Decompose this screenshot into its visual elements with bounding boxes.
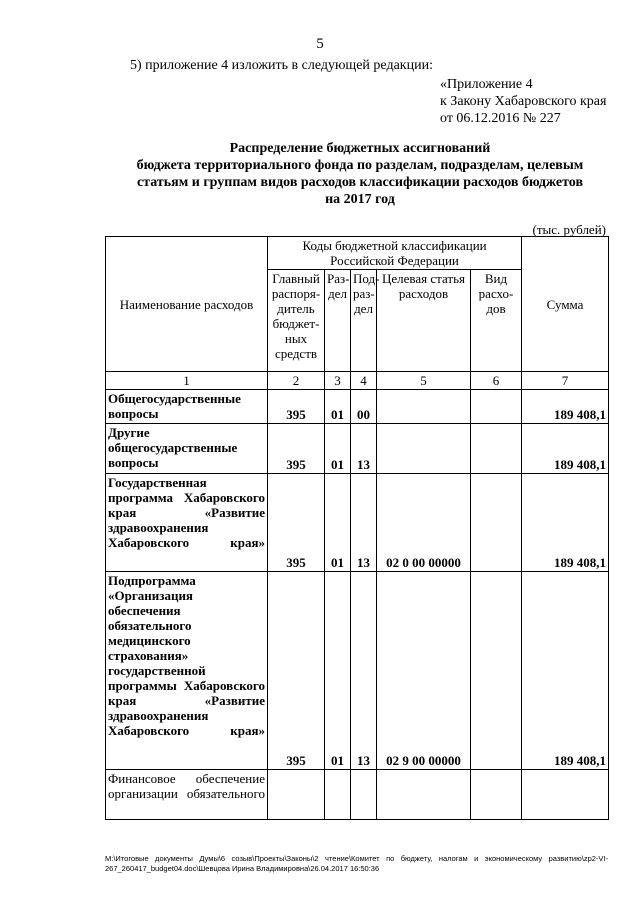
title-line-1: Распределение бюджетных ассигнований: [229, 141, 491, 156]
col-number: 6: [471, 372, 522, 390]
row-subsection: 00: [351, 390, 377, 424]
row-chief: [268, 770, 325, 820]
row-name: Общегосударственные вопросы: [106, 390, 268, 424]
row-type: [471, 390, 522, 424]
table-row: [106, 424, 609, 474]
table-row: [106, 770, 609, 820]
row-type: [471, 424, 522, 474]
col-number: 2: [268, 372, 325, 390]
file-path-footer: M:\Итоговые документы Думы\6 созыв\Проекты\Законы\2 чтение\Комитет по бюджету, налогам и экономическому развитию\zp2-VI-267_260417_budget04.doc\Шевцова Ирина Владимировна\26.04.2017 16:50:36: [105, 854, 608, 873]
intro-text: 5) приложение 4 изложить в следующей редакции:: [130, 58, 433, 73]
row-type: [471, 474, 522, 572]
page-number: 5: [316, 36, 324, 52]
column-numbers-row: [106, 372, 609, 390]
title-line-4: на 2017 год: [325, 192, 395, 207]
row-subsection: 13: [351, 424, 377, 474]
header-name: Наименование расходов: [106, 237, 268, 372]
row-section: 01: [325, 424, 351, 474]
row-sum: 189 408,1: [522, 474, 609, 572]
row-subsection: 13: [351, 572, 377, 770]
row-subsection: 13: [351, 474, 377, 572]
row-target: [377, 424, 471, 474]
table-row: [106, 390, 609, 424]
header-codes: Коды бюджетной классификации Российской Федерации: [268, 237, 522, 270]
col-number: 1: [106, 372, 268, 390]
row-sum: 189 408,1: [522, 424, 609, 474]
row-sum: [522, 770, 609, 820]
row-type: [471, 572, 522, 770]
header-type: Вид расхо-дов: [471, 270, 522, 372]
header-target: Целевая статья расходов: [377, 270, 471, 372]
col-number: 3: [325, 372, 351, 390]
row-target: [377, 770, 471, 820]
annex-line-1: «Приложение 4: [440, 77, 533, 92]
col-number: 7: [522, 372, 609, 390]
title-line-3: статьям и группам видов расходов классификации расходов бюджетов: [136, 175, 584, 190]
row-target: 02 0 00 00000: [377, 474, 471, 572]
annex-line-3: от 06.12.2016 № 227: [440, 111, 561, 126]
unit-label: (тыс. рублей): [532, 222, 606, 237]
row-name: Финансовое обеспечение организации обязательного: [106, 770, 268, 820]
header-subsection: Под-раз-дел: [351, 270, 377, 372]
row-name: Подпрограмма «Организация обеспечения обязательного медицинского страхования» государственной программы Хабаровского края «Развитие здравоохранения Хабаровского края»: [106, 572, 268, 770]
row-name: Другие общегосударственные вопросы: [106, 424, 268, 474]
row-chief: 395: [268, 474, 325, 572]
row-chief: 395: [268, 390, 325, 424]
row-target: 02 9 00 00000: [377, 572, 471, 770]
row-section: 01: [325, 572, 351, 770]
document-title: [60, 140, 640, 208]
row-sum: 189 408,1: [522, 572, 609, 770]
row-section: [325, 770, 351, 820]
annex-line-2: к Закону Хабаровского края: [440, 94, 607, 109]
header-chief: Главный распоря-дитель бюджет-ных средств: [268, 270, 325, 372]
title-line-2: бюджета территориального фонда по разделам, подразделам, целевым: [136, 158, 584, 173]
annex-reference: [440, 76, 606, 127]
col-number: 5: [377, 372, 471, 390]
row-section: 01: [325, 390, 351, 424]
header-section: Раз-дел: [325, 270, 351, 372]
header-row-1: [106, 237, 609, 270]
row-sum: 189 408,1: [522, 390, 609, 424]
row-type: [471, 770, 522, 820]
row-name: Государственная программа Хабаровского края «Развитие здравоохранения Хабаровского края»: [106, 474, 268, 572]
row-chief: 395: [268, 424, 325, 474]
row-subsection: [351, 770, 377, 820]
table-row: [106, 474, 609, 572]
table-row: [106, 572, 609, 770]
row-target: [377, 390, 471, 424]
header-sum: Сумма: [522, 237, 609, 372]
budget-table: [105, 236, 609, 820]
row-section: 01: [325, 474, 351, 572]
col-number: 4: [351, 372, 377, 390]
row-chief: 395: [268, 572, 325, 770]
